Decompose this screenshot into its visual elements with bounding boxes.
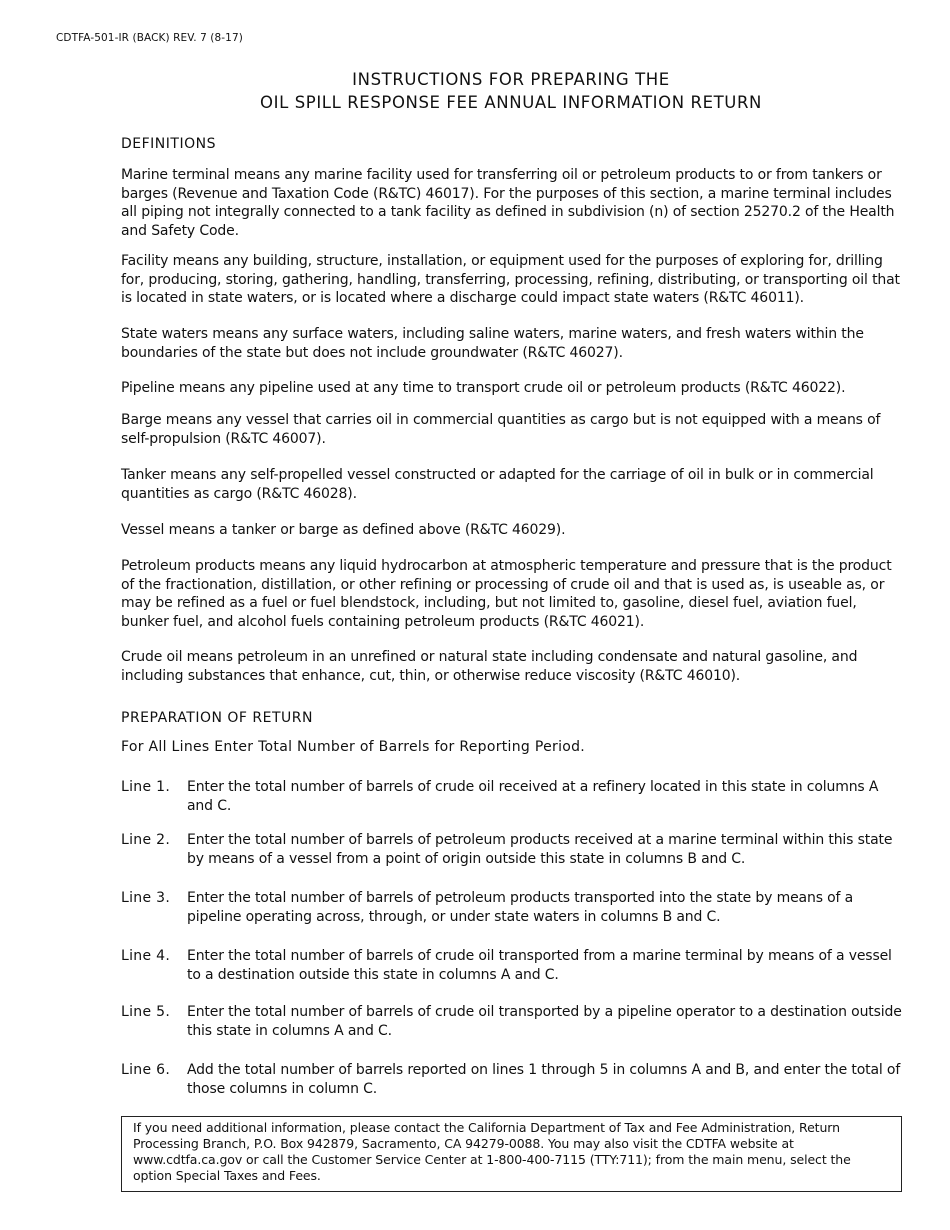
title-line-2: OIL SPILL RESPONSE FEE ANNUAL INFORMATION RETURN [260,93,762,112]
instruction-line-1 [121,778,907,815]
preparation-heading: PREPARATION OF RETURN [121,710,314,726]
line-text: Add the total number of barrels reported on lines 1 through 5 in columns A and B, and enter the total of those columns in column C. [187,1062,901,1097]
instruction-line-2 [121,831,907,868]
instruction-line-5 [121,1003,907,1040]
line-text: Enter the total number of barrels of crude oil received at a refinery located in this state in columns A and C. [187,779,879,814]
definition-crude-oil: Crude oil means petroleum in an unrefined or natural state including condensate and natural gasoline, and including substances that enhance, cut, thin, or otherwise reduce viscosity (R&TC 46010). [121,649,858,684]
definition-marine-terminal: Marine terminal means any marine facility used for transferring oil or petroleum products to or from tankers or barges (Revenue and Taxation Code (R&TC) 46017). For the purposes of this section, a marine terminal includes all piping not integrally connected to a tank facility as defined in subdivision (n) of section 25270.2 of the Health and Safety Code. [121,167,895,239]
contact-info-text: If you need additional information, please contact the California Department of Tax and Fee Administration, Return Processing Branch, P.O. Box 942879, Sacramento, CA 94279-0088. You may also visit the CDTFA website at www.cdtfa.ca.gov or call the Customer Service Center at 1-800-400-7115 (TTY:711); from the main menu, select the option Special Taxes and Fees. [133,1120,851,1183]
line-label: Line 5. [121,1004,171,1020]
definition-tanker: Tanker means any self-propelled vessel constructed or adapted for the carriage of oil in bulk or in commercial quantities as cargo (R&TC 46028). [121,467,874,502]
title-line-1: INSTRUCTIONS FOR PREPARING THE [352,70,670,89]
definition-pipeline: Pipeline means any pipeline used at any time to transport crude oil or petroleum products (R&TC 46022). [121,380,846,396]
definition-barge: Barge means any vessel that carries oil in commercial quantities as cargo but is not equipped with a means of self-propulsion (R&TC 46007). [121,412,881,447]
line-label: Line 1. [121,779,171,795]
definition-facility: Facility means any building, structure, installation, or equipment used for the purposes of exploring for, drilling for, producing, storing, gathering, handling, transferring, processing, refining, distributing, or transporting oil that is located in state waters, or is located where a discharge could impact state waters (R&TC 46011). [121,253,900,306]
line-text: Enter the total number of barrels of crude oil transported from a marine terminal by means of a vessel to a destination outside this state in columns A and C. [187,948,892,983]
instruction-line-3 [121,889,907,926]
line-text: Enter the total number of barrels of petroleum products transported into the state by means of a pipeline operating across, through, or under state waters in columns B and C. [187,890,854,925]
line-label: Line 3. [121,890,171,906]
line-text: Enter the total number of barrels of crude oil transported by a pipeline operator to a destination outside this state in columns A and C. [187,1004,902,1039]
instruction-line-4 [121,947,907,984]
definition-vessel: Vessel means a tanker or barge as defined above (R&TC 46029). [121,522,566,538]
line-label: Line 6. [121,1062,171,1078]
preparation-intro: For All Lines Enter Total Number of Barrels for Reporting Period. [121,739,586,755]
line-label: Line 2. [121,832,171,848]
page-title [0,68,950,114]
definition-state-waters: State waters means any surface waters, including saline waters, marine waters, and fresh waters within the boundaries of the state but does not include groundwater (R&TC 46027). [121,326,864,361]
contact-info-box [121,1116,902,1192]
instruction-line-6 [121,1061,907,1098]
definitions-heading: DEFINITIONS [121,136,216,152]
line-label: Line 4. [121,948,171,964]
definition-petroleum-products: Petroleum products means any liquid hydrocarbon at atmospheric temperature and pressure that is the product of the fractionation, distillation, or other refining or processing of crude oil and that is used as, is useable as, or may be refined as a fuel or fuel blendstock, including, but not limited to, gasoline, diesel fuel, aviation fuel, bunker fuel, and alcohol fuels containing petroleum products (R&TC 46021). [121,558,892,630]
line-text: Enter the total number of barrels of petroleum products received at a marine terminal within this state by means of a vessel from a point of origin outside this state in columns B and C. [187,832,893,867]
form-identifier: CDTFA-501-IR (BACK) REV. 7 (8-17) [56,32,243,44]
